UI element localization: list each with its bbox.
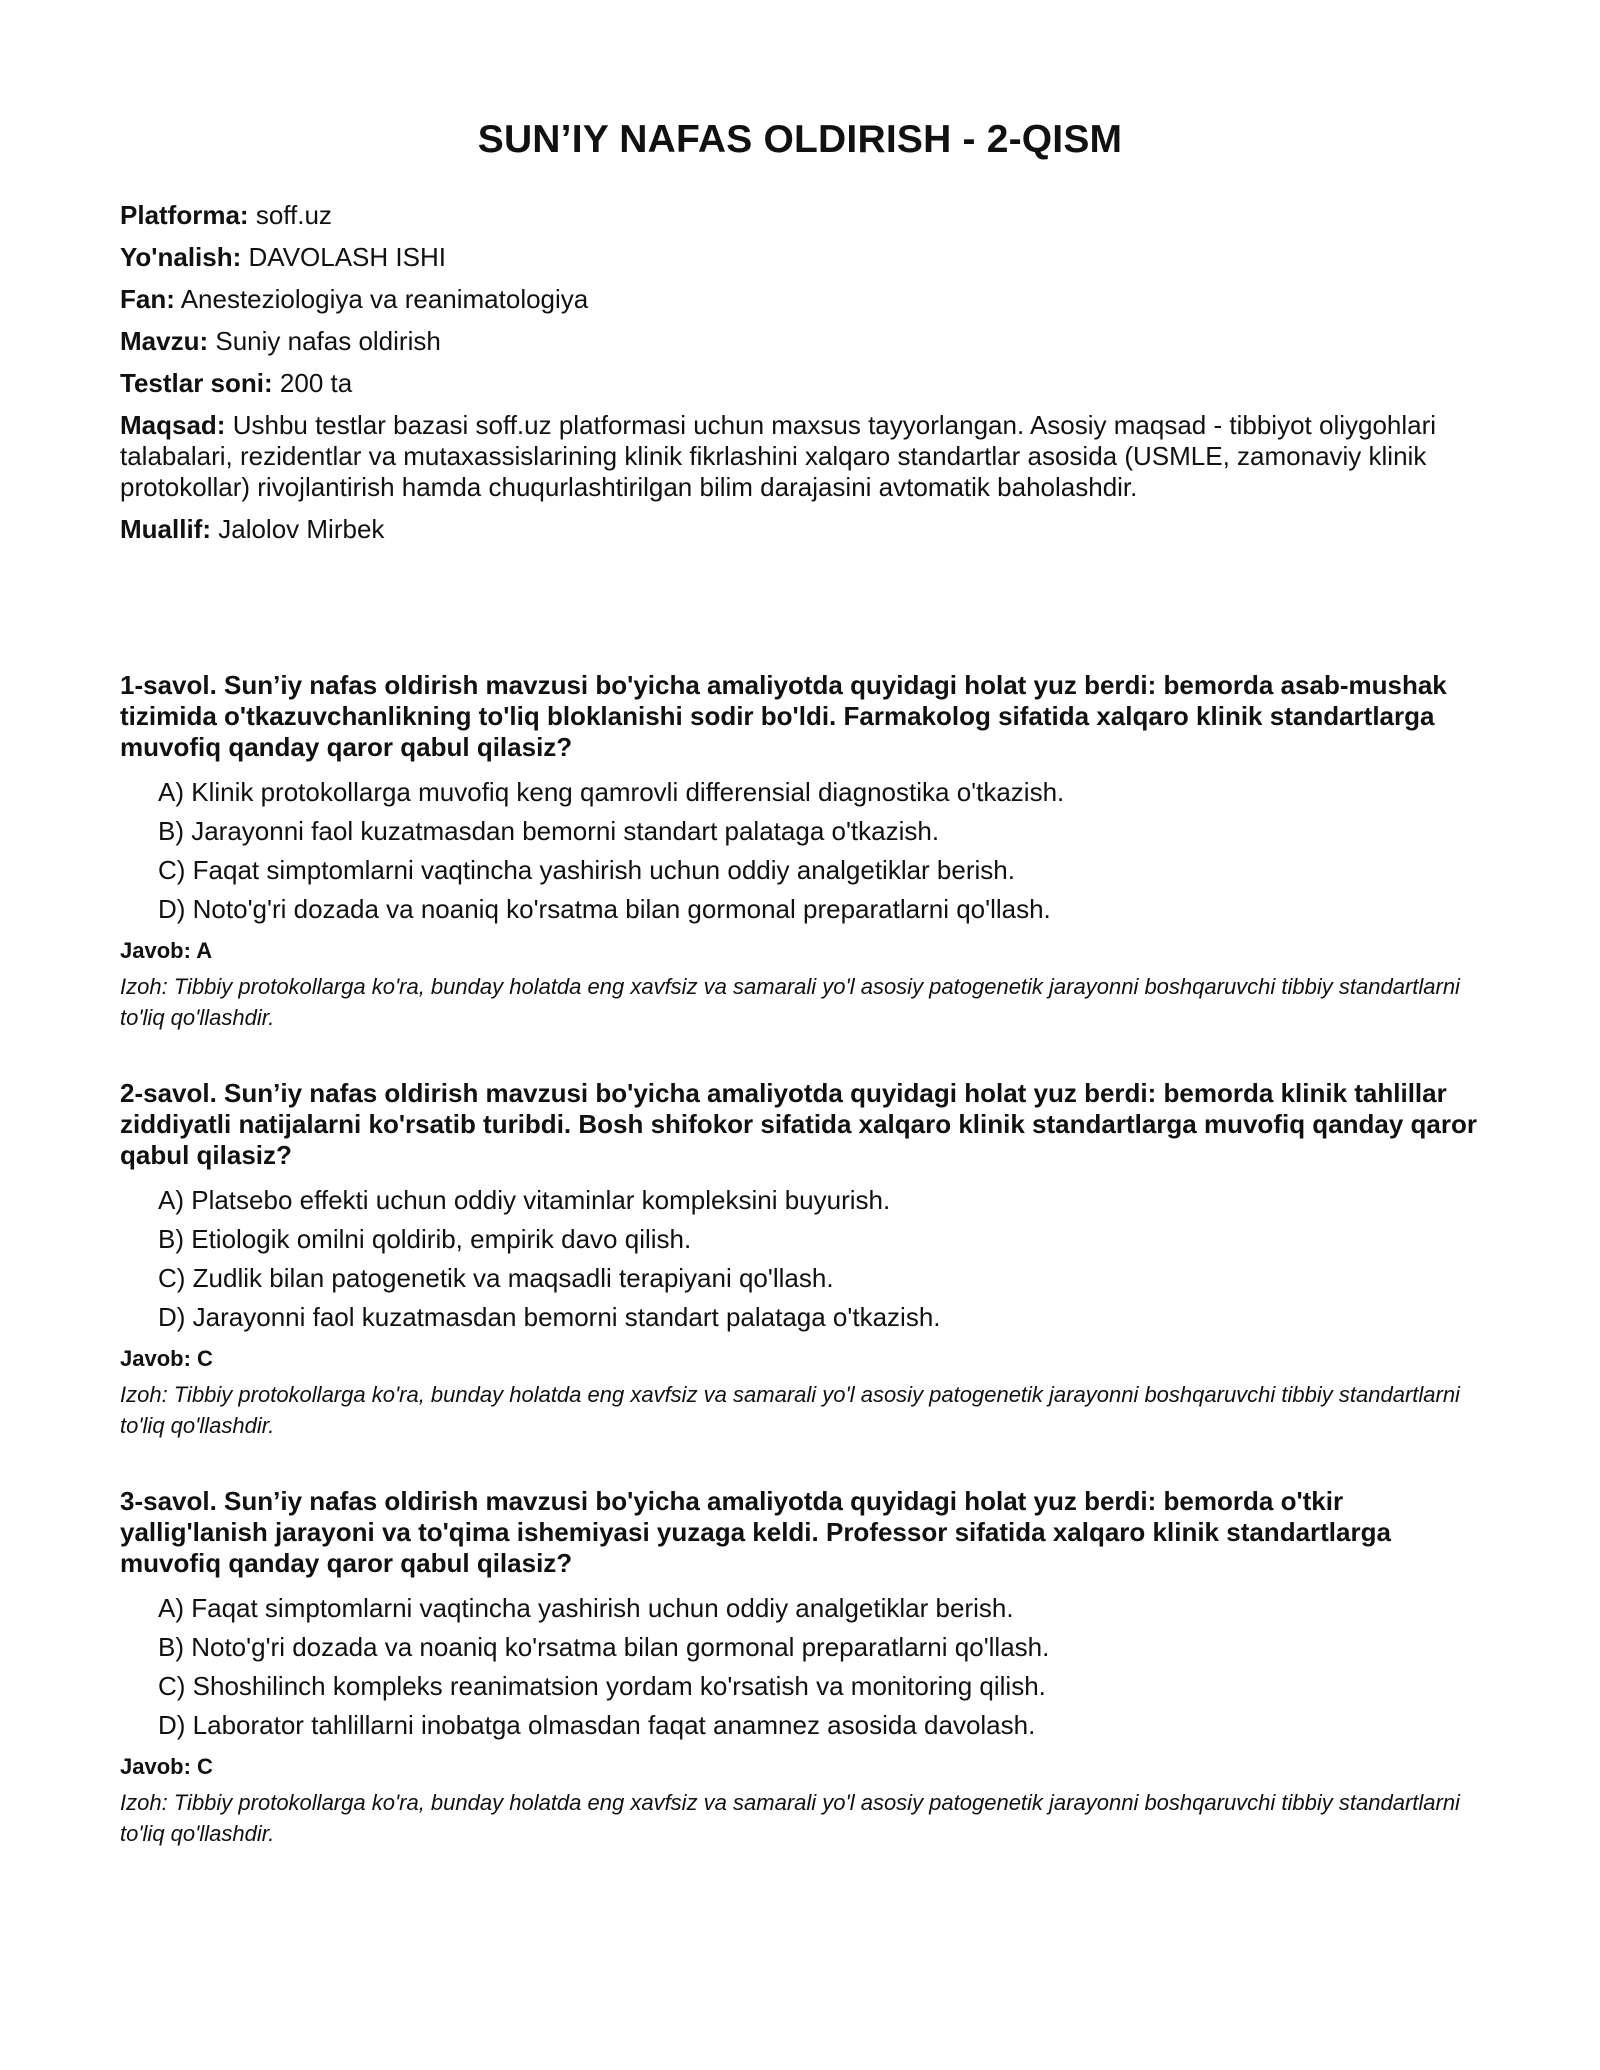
option-a: A) Faqat simptomlarni vaqtincha yashirish uchun oddiy analgetiklar berish. — [158, 1593, 1014, 1623]
option-a: A) Klinik protokollarga muvofiq keng qamrovli differensial diagnostika o'tkazish. — [158, 777, 1065, 807]
meta-mavzu-label: Mavzu: — [120, 326, 209, 356]
option-b: B) Etiologik omilni qoldirib, empirik davo qilish. — [158, 1224, 692, 1254]
explanation: Izoh: Tibbiy protokollarga ko'ra, bunday holatda eng xavfsiz va samarali yo'l asosiy patogenetik jarayonni boshqaruvchi tibbiy standartlarni to'liq qo'llashdir. — [120, 974, 1460, 1030]
meta-fan-value: Anesteziologiya va reanimatologiya — [180, 284, 589, 314]
answer: Javob: A — [120, 938, 213, 963]
explanation: Izoh: Tibbiy protokollarga ko'ra, bunday holatda eng xavfsiz va samarali yo'l asosiy patogenetik jarayonni boshqaruvchi tibbiy standartlarni to'liq qo'llashdir. — [120, 1790, 1460, 1846]
option-c: C) Zudlik bilan patogenetik va maqsadli terapiyani qo'llash. — [158, 1263, 834, 1293]
question-list — [120, 670, 1480, 1894]
question-text: 3-savol. Sun’iy nafas oldirish mavzusi bo'yicha amaliyotda quyidagi holat yuz berdi: bemorda o'tkir yallig'lanish jarayoni va to'qima ishemiyasi yuzaga keldi. Professor sifatida xalqaro klinik standartlarga muvofiq qanday qaror qabul qilasiz? — [120, 1486, 1391, 1578]
question-text: 1-savol. Sun’iy nafas oldirish mavzusi bo'yicha amaliyotda quyidagi holat yuz berdi: bemorda asab-mushak tizimida o'tkazuvchanlikning to'liq bloklanishi sodir bo'ldi. Farmakolog sifatida xalqaro klinik standartlarga muvofiq qanday qaror qabul qilasiz? — [120, 670, 1447, 762]
option-list — [120, 1593, 1480, 1741]
meta-yonalish-value: DAVOLASH ISHI — [248, 242, 446, 272]
meta-yonalish — [120, 242, 1480, 273]
option-d: D) Jarayonni faol kuzatmasdan bemorni standart palataga o'tkazish. — [158, 1302, 941, 1332]
meta-muallif-value: Jalolov Mirbek — [218, 514, 385, 544]
meta-yonalish-label: Yo'nalish: — [120, 242, 242, 272]
page-title: SUN’IY NAFAS OLDIRISH - 2-QISM — [477, 118, 1123, 161]
meta-mavzu — [120, 326, 1480, 357]
option-b: B) Noto'g'ri dozada va noaniq ko'rsatma bilan gormonal preparatlarni qo'llash. — [158, 1632, 1050, 1662]
meta-maqsad-label: Maqsad: — [120, 410, 226, 440]
answer: Javob: C — [120, 1754, 213, 1779]
meta-fan — [120, 284, 1480, 315]
meta-fan-label: Fan: — [120, 284, 175, 314]
document-page — [120, 0, 1480, 2070]
meta-muallif-label: Muallif: — [120, 514, 211, 544]
question-1 — [120, 670, 1480, 1078]
question-3 — [120, 1486, 1480, 1894]
meta-mavzu-value: Suniy nafas oldirish — [215, 326, 441, 356]
meta-platforma — [120, 200, 1480, 231]
meta-testlar-label: Testlar soni: — [120, 368, 273, 398]
meta-testlar — [120, 368, 1480, 399]
option-a: A) Platsebo effekti uchun oddiy vitaminlar kompleksini buyurish. — [158, 1185, 891, 1215]
option-list — [120, 777, 1480, 925]
option-c: C) Shoshilinch kompleks reanimatsion yordam ko'rsatish va monitoring qilish. — [158, 1671, 1046, 1701]
option-d: D) Noto'g'ri dozada va noaniq ko'rsatma bilan gormonal preparatlarni qo'llash. — [158, 894, 1051, 924]
option-b: B) Jarayonni faol kuzatmasdan bemorni standart palataga o'tkazish. — [158, 816, 940, 846]
option-list — [120, 1185, 1480, 1333]
meta-maqsad-value: Ushbu testlar bazasi soff.uz platformasi uchun maxsus tayyorlangan. Asosiy maqsad - tibbiyot oliygohlari talabalari, rezidentlar va mutaxassislarining klinik fikrlashini xalqaro standartlar asosida (USMLE, zamonaviy klinik protokollar) rivojlantirish hamda chuqurlashtirilgan bilim darajasini avtomatik baholashdir. — [120, 410, 1437, 502]
meta-testlar-value: 200 ta — [279, 368, 353, 398]
option-d: D) Laborator tahlillarni inobatga olmasdan faqat anamnez asosida davolash. — [158, 1710, 1036, 1740]
meta-muallif — [120, 514, 1480, 545]
question-text: 2-savol. Sun’iy nafas oldirish mavzusi bo'yicha amaliyotda quyidagi holat yuz berdi: bemorda klinik tahlillar ziddiyatli natijalarni ko'rsatib turibdi. Bosh shifokor sifatida xalqaro klinik standartlarga muvofiq qanday qaror qabul qilasiz? — [120, 1078, 1478, 1170]
answer: Javob: C — [120, 1346, 213, 1371]
option-c: C) Faqat simptomlarni vaqtincha yashirish uchun oddiy analgetiklar berish. — [158, 855, 1015, 885]
question-2 — [120, 1078, 1480, 1486]
meta-maqsad — [120, 410, 1480, 503]
explanation: Izoh: Tibbiy protokollarga ko'ra, bunday holatda eng xavfsiz va samarali yo'l asosiy patogenetik jarayonni boshqaruvchi tibbiy standartlarni to'liq qo'llashdir. — [120, 1382, 1460, 1438]
meta-platforma-label: Platforma: — [120, 200, 249, 230]
meta-platforma-value: soff.uz — [255, 200, 332, 230]
document-meta — [120, 200, 1480, 556]
